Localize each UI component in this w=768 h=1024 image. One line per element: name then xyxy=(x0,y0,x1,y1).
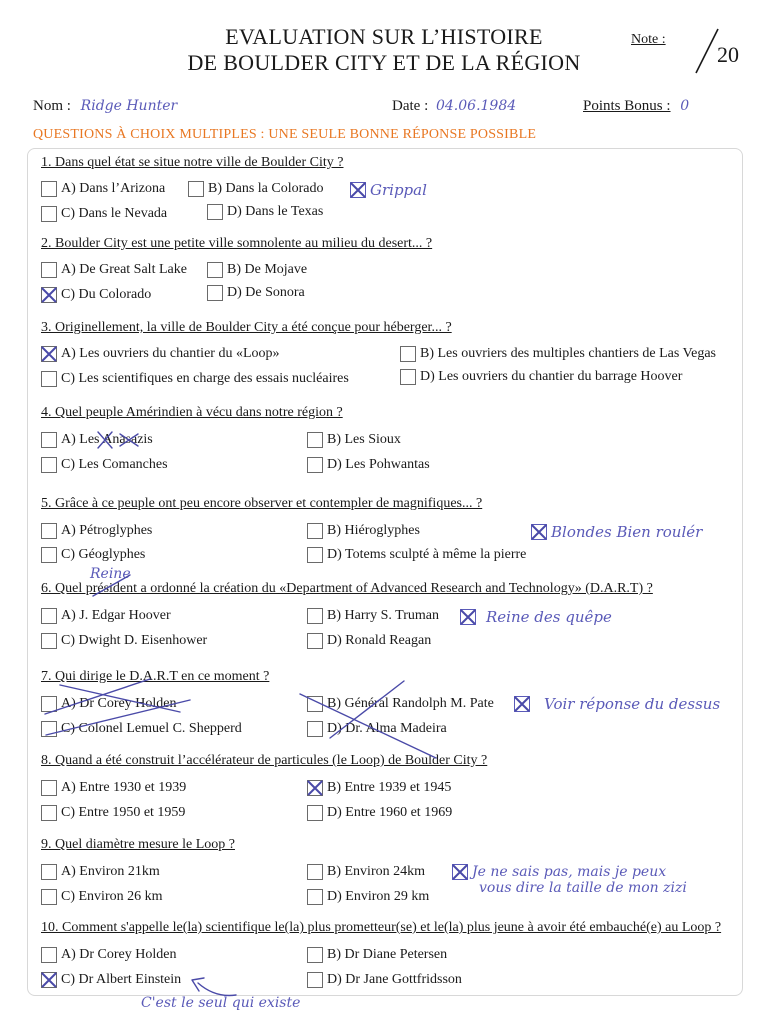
question-7: 7. Qui dirige le D.A.R.T en ce moment ? xyxy=(41,669,270,684)
checkbox-checked[interactable] xyxy=(307,780,323,796)
q5-option-c[interactable]: C) Géoglyphes xyxy=(41,546,145,564)
bonus-field xyxy=(583,98,689,115)
q8-option-a[interactable]: A) Entre 1930 et 1939 xyxy=(41,779,186,797)
checkbox-checked[interactable] xyxy=(452,864,468,880)
bonus-value[interactable]: 0 xyxy=(680,98,690,114)
note-total: 20 xyxy=(717,42,739,67)
checkbox[interactable] xyxy=(307,523,323,539)
q3-option-a[interactable]: A) Les ouvriers du chantier du «Loop» xyxy=(41,345,280,363)
checkbox[interactable] xyxy=(307,721,323,737)
q2-option-d[interactable]: D) De Sonora xyxy=(207,284,305,302)
q4-option-d[interactable]: D) Les Pohwantas xyxy=(307,456,430,474)
checkbox[interactable] xyxy=(41,696,57,712)
q1-extra-answer: Grippal xyxy=(350,181,427,199)
q5-extra-answer: Blondes Bien roulér xyxy=(531,523,702,541)
q10-option-d[interactable]: D) Dr Jane Gottfridsson xyxy=(307,971,462,989)
checkbox[interactable] xyxy=(41,805,57,821)
q2-option-a[interactable]: A) De Great Salt Lake xyxy=(41,261,187,279)
question-5: 5. Grâce à ce peuple ont peu encore observer et contempler de magnifiques... ? xyxy=(41,496,483,511)
q6-option-a[interactable]: A) J. Edgar Hoover xyxy=(41,607,171,625)
checkbox[interactable] xyxy=(41,432,57,448)
checkbox[interactable] xyxy=(207,285,223,301)
checkbox[interactable] xyxy=(307,864,323,880)
q5-option-a[interactable]: A) Pétroglyphes xyxy=(41,522,152,540)
q10-option-c[interactable]: C) Dr Albert Einstein xyxy=(41,971,181,989)
checkbox[interactable] xyxy=(307,432,323,448)
checkbox[interactable] xyxy=(41,947,57,963)
checkbox-checked[interactable] xyxy=(350,182,366,198)
checkbox-checked[interactable] xyxy=(41,346,57,362)
date-label: Date : xyxy=(392,98,429,114)
q7-extra-answer: Voir réponse du dessus xyxy=(514,695,720,713)
q1-option-c[interactable]: C) Dans le Nevada xyxy=(41,205,167,223)
q9-option-b[interactable]: B) Environ 24km xyxy=(307,863,425,881)
checkbox[interactable] xyxy=(307,805,323,821)
checkbox-checked[interactable] xyxy=(41,972,57,988)
checkbox[interactable] xyxy=(41,633,57,649)
checkbox[interactable] xyxy=(307,608,323,624)
q9-option-c[interactable]: C) Environ 26 km xyxy=(41,888,163,906)
checkbox[interactable] xyxy=(207,262,223,278)
nom-field xyxy=(33,98,177,115)
question-10: 10. Comment s'appelle le(la) scientifique le(la) plus prometteur(se) et le(la) plus jeune à avoir été embauché(e) au Loop ? xyxy=(41,920,722,935)
q6-correction: Reine xyxy=(90,566,131,582)
q4-option-b[interactable]: B) Les Sioux xyxy=(307,431,401,449)
question-8: 8. Quand a été construit l’accélérateur de particules (le Loop) de Boulder City ? xyxy=(41,753,488,768)
checkbox-checked[interactable] xyxy=(531,524,547,540)
q10-annotation: C'est le seul qui existe xyxy=(141,995,301,1011)
checkbox[interactable] xyxy=(41,547,57,563)
q4-option-c[interactable]: C) Les Comanches xyxy=(41,456,168,474)
checkbox[interactable] xyxy=(41,721,57,737)
q9-annotation-line2: vous dire la taille de mon zizi xyxy=(479,880,687,896)
q7-option-c[interactable]: C) Colonel Lemuel C. Shepperd xyxy=(41,720,242,738)
q7-option-b[interactable]: B) Général Randolph M. Pate xyxy=(307,695,494,713)
checkbox-checked[interactable] xyxy=(41,287,57,303)
q6-option-d[interactable]: D) Ronald Reagan xyxy=(307,632,431,650)
q3-option-b[interactable]: B) Les ouvriers des multiples chantiers de Las Vegas xyxy=(400,345,716,363)
checkbox[interactable] xyxy=(41,608,57,624)
q8-option-b[interactable]: B) Entre 1939 et 1945 xyxy=(307,779,451,797)
date-field xyxy=(392,98,516,115)
checkbox-checked[interactable] xyxy=(514,696,530,712)
question-6: 6. Quel président a ordonné la création du «Department of Advanced Research and Technology» (D.A.R.T) ? xyxy=(41,581,653,596)
question-2: 2. Boulder City est une petite ville somnolente au milieu du desert... ? xyxy=(41,236,433,251)
note-label: Note : xyxy=(631,32,666,47)
question-4: 4. Quel peuple Amérindien à vécu dans notre région ? xyxy=(41,405,343,420)
q3-option-d[interactable]: D) Les ouvriers du chantier du barrage Hoover xyxy=(400,368,682,386)
checkbox[interactable] xyxy=(41,889,57,905)
q6-extra-answer: Reine des quêpe xyxy=(460,608,612,626)
checkbox[interactable] xyxy=(307,633,323,649)
checkbox[interactable] xyxy=(400,346,416,362)
q2-option-c[interactable]: C) Du Colorado xyxy=(41,286,151,304)
checkbox[interactable] xyxy=(41,181,57,197)
checkbox[interactable] xyxy=(188,181,204,197)
checkbox-checked[interactable] xyxy=(460,609,476,625)
question-9: 9. Quel diamètre mesure le Loop ? xyxy=(41,837,235,852)
q10-option-b[interactable]: B) Dr Diane Petersen xyxy=(307,946,447,964)
q7-option-a[interactable]: A) Dr Corey Holden xyxy=(41,695,176,713)
checkbox[interactable] xyxy=(41,780,57,796)
checkbox[interactable] xyxy=(307,457,323,473)
q4-option-a[interactable]: A) Les Anasazis xyxy=(41,431,153,449)
q8-option-d[interactable]: D) Entre 1960 et 1969 xyxy=(307,804,452,822)
checkbox[interactable] xyxy=(307,972,323,988)
q5-option-b[interactable]: B) Hiéroglyphes xyxy=(307,522,420,540)
note-slash-mark xyxy=(690,27,720,77)
question-1: 1. Dans quel état se situe notre ville de Boulder City ? xyxy=(41,155,344,170)
checkbox[interactable] xyxy=(41,864,57,880)
checkbox[interactable] xyxy=(307,547,323,563)
q9-option-a[interactable]: A) Environ 21km xyxy=(41,863,160,881)
checkbox[interactable] xyxy=(207,204,223,220)
checkbox[interactable] xyxy=(41,523,57,539)
q1-option-d[interactable]: D) Dans le Texas xyxy=(207,203,323,221)
checkbox[interactable] xyxy=(41,371,57,387)
q5-option-d[interactable]: D) Totems sculpté à même la pierre xyxy=(307,546,526,564)
title-line-1: EVALUATION SUR L’HISTOIRE xyxy=(225,24,543,49)
q3-option-c[interactable]: C) Les scientifiques en charge des essais nucléaires xyxy=(41,370,349,388)
nom-label: Nom : xyxy=(33,98,71,114)
q1-option-a[interactable]: A) Dans l’Arizona xyxy=(41,180,165,198)
q9-extra-answer: Je ne sais pas, mais je peux xyxy=(452,864,666,880)
nom-value[interactable]: Ridge Hunter xyxy=(80,98,178,114)
q9-option-d[interactable]: D) Environ 29 km xyxy=(307,888,429,906)
q10-option-a[interactable]: A) Dr Corey Holden xyxy=(41,946,176,964)
checkbox[interactable] xyxy=(41,262,57,278)
q6-option-b[interactable]: B) Harry S. Truman xyxy=(307,607,439,625)
checkbox[interactable] xyxy=(307,696,323,712)
section-title: QUESTIONS À CHOIX MULTIPLES : UNE SEULE BONNE RÉPONSE POSSIBLE xyxy=(33,127,537,142)
q7-option-d[interactable]: D) Dr. Alma Madeira xyxy=(307,720,447,738)
checkbox[interactable] xyxy=(307,947,323,963)
q2-option-b[interactable]: B) De Mojave xyxy=(207,261,307,279)
q6-option-c[interactable]: C) Dwight D. Eisenhower xyxy=(41,632,207,650)
checkbox[interactable] xyxy=(41,206,57,222)
checkbox[interactable] xyxy=(307,889,323,905)
bonus-label: Points Bonus : xyxy=(583,98,671,114)
question-3: 3. Originellement, la ville de Boulder City a été conçue pour héberger... ? xyxy=(41,320,452,335)
checkbox[interactable] xyxy=(41,457,57,473)
q8-option-c[interactable]: C) Entre 1950 et 1959 xyxy=(41,804,185,822)
date-value[interactable]: 04.06.1984 xyxy=(435,98,517,114)
q1-option-b[interactable]: B) Dans la Colorado xyxy=(188,180,323,198)
checkbox[interactable] xyxy=(400,369,416,385)
title-line-2: DE BOULDER CITY ET DE LA RÉGION xyxy=(187,50,581,75)
